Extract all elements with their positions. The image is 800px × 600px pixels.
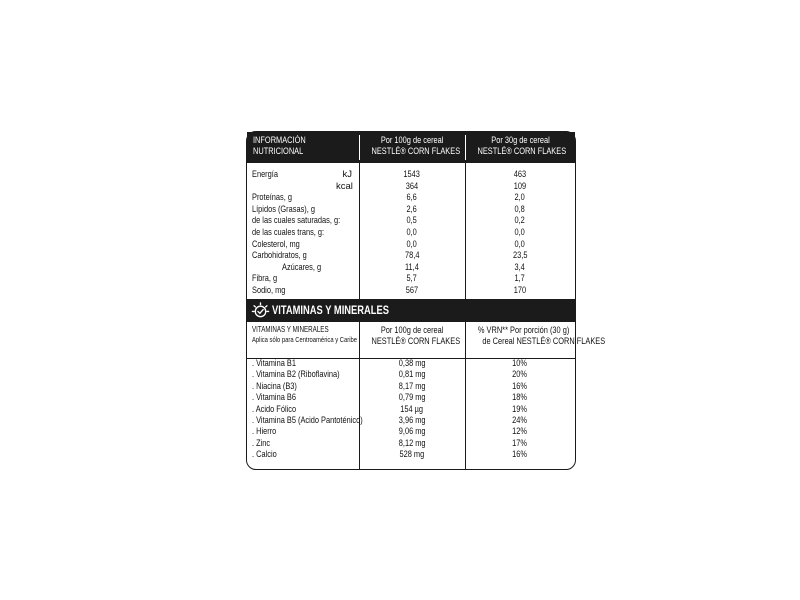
value-per-30g [465, 285, 575, 297]
value-per-100g [359, 239, 465, 251]
value-per-100g [359, 285, 465, 297]
table-row [247, 273, 575, 285]
table-row [247, 169, 575, 181]
vitamin-value-text: 154 µg [400, 403, 424, 415]
nutrient-label [252, 192, 303, 204]
nutrient-label-text: Azúcares, g [282, 261, 322, 273]
vitamin-value-text: 8,12 mg [398, 437, 426, 449]
vitamin-label [252, 449, 284, 461]
table-row [247, 250, 575, 262]
vitamin-label-text: . Vitamina B5 (Acido Pantoténico) [252, 415, 363, 426]
table-row [247, 369, 575, 381]
vitamin-label-text: . Vitamina B1 [252, 358, 296, 369]
table-row [247, 392, 575, 404]
value-per-100g-text: 364 [405, 180, 419, 192]
nutrient-label [282, 262, 332, 274]
value-per-30g-text: 23,5 [512, 250, 528, 262]
check-badge-icon [251, 301, 270, 320]
value-per-100g [359, 273, 465, 285]
value-per-30g [465, 192, 575, 204]
value-per-30g-text: 0,8 [514, 203, 526, 215]
vitamin-label [252, 381, 310, 393]
value-per-100g-text: 0,0 [406, 238, 418, 250]
value-per-30g-text: 1,7 [514, 273, 526, 285]
table-row [247, 438, 575, 450]
nutrient-label-text: Fibra, g [252, 273, 278, 285]
table-row [247, 358, 575, 370]
nutrient-label [252, 204, 333, 216]
vitamin-label [252, 404, 309, 416]
nutrient-label-text: de las cuales trans, g: [252, 227, 325, 238]
vitamin-label [252, 358, 308, 370]
vitamin-vrn-percent [465, 358, 575, 370]
vitamin-vrn-text: 18% [512, 392, 528, 404]
vitamin-label [252, 438, 275, 450]
nutrient-label [252, 239, 313, 251]
vitamins-subheader-col2: Por 100g de cereal NESTLÉ® CORN FLAKES [371, 325, 461, 347]
nutrition-facts-panel [246, 131, 606, 470]
value-per-100g [359, 227, 465, 239]
vitamin-vrn-text: 17% [512, 437, 528, 449]
header-col2-line1: Por 100g de cereal [380, 135, 444, 146]
vitamin-value-per-100g [359, 449, 465, 461]
vitamin-label-text: . Vitamina B2 (Riboflavina) [252, 369, 340, 381]
value-per-30g-text: 2,0 [514, 192, 526, 204]
vitamins-subheader-col1-line2: Aplica sólo para Centroamérica y Caribe [252, 335, 358, 344]
vitamin-vrn-percent [465, 426, 575, 438]
header-col1-line2: NUTRICIONAL [253, 146, 304, 157]
table-row [247, 227, 575, 239]
vitamin-label [252, 426, 283, 438]
vitamin-vrn-text: 16% [512, 449, 528, 461]
vitamin-value-per-100g [359, 392, 465, 404]
vitamins-section-header [247, 299, 575, 322]
vitamins-subheader [247, 322, 606, 358]
nutrient-label-text: Proteínas, g [252, 192, 292, 204]
vitamin-vrn-text: 12% [512, 426, 528, 438]
table-row [247, 415, 575, 427]
vitamin-value-text: 528 mg [399, 449, 425, 461]
vitamins-subheader-col1-line1: VITAMINAS Y MINERALES [252, 325, 329, 334]
vitamin-vrn-text: 20% [512, 369, 528, 381]
vitamin-value-per-100g [359, 415, 465, 427]
header-col-per-30g [465, 135, 575, 157]
value-per-100g [359, 250, 465, 262]
vitamin-vrn-percent [465, 381, 575, 393]
value-per-30g [465, 169, 575, 181]
value-per-100g [359, 181, 465, 193]
vitamin-vrn-percent [465, 369, 575, 381]
nutrient-label [252, 250, 322, 262]
table-row [247, 426, 575, 438]
vitamin-label-text: . Zinc [252, 437, 271, 449]
value-per-30g [465, 250, 575, 262]
value-per-30g-text: 0,0 [514, 227, 526, 238]
nutrient-label [252, 273, 284, 285]
header-col-per-100g [359, 135, 465, 157]
vitamin-value-text: 8,17 mg [398, 380, 426, 392]
value-per-30g-text: 0,2 [514, 215, 526, 227]
nutrient-label-text: Lípidos (Grasas), g [252, 203, 316, 215]
value-per-30g-text: 3,4 [514, 261, 526, 273]
vitamin-vrn-percent [465, 392, 575, 404]
vitamin-value-per-100g [359, 381, 465, 393]
nutrient-label [252, 215, 365, 227]
value-per-100g-text: 1543 [403, 169, 421, 180]
value-per-30g-text: 109 [513, 180, 527, 192]
nutrient-label-text: Colesterol, mg [252, 238, 300, 250]
nutrient-label [252, 285, 295, 297]
header-col3-line2: NESTLÉ® CORN FLAKES [477, 146, 567, 157]
value-per-100g-text: 6,6 [406, 192, 418, 204]
value-per-100g-text: 0,0 [406, 227, 418, 238]
vitamin-label [252, 369, 364, 381]
vitamin-value-per-100g [359, 404, 465, 416]
nutrient-unit: kJ [342, 169, 352, 180]
value-per-30g [465, 273, 575, 285]
value-per-100g [359, 204, 465, 216]
value-per-100g [359, 262, 465, 274]
vitamin-value-per-100g [359, 438, 465, 450]
vitamin-value-per-100g [359, 369, 465, 381]
vitamin-vrn-percent [465, 415, 575, 427]
nutrient-label [252, 169, 285, 181]
value-per-30g-text: 463 [513, 169, 527, 180]
nutrient-unit: kcal [336, 180, 353, 192]
vitamin-label-text: . Vitamina B6 [252, 392, 296, 404]
vitamin-vrn-percent [465, 404, 575, 416]
table-row [247, 239, 575, 251]
vitamin-label [252, 392, 308, 404]
table-row [247, 404, 575, 416]
nutrient-label-text: Energía [252, 169, 278, 180]
vitamin-label-text: . Niacina (B3) [252, 380, 297, 392]
vitamins-subheader-col3: % VRN** Por porción (30 g) de Cereal NESTLÉ® CORN FLAKES [477, 325, 606, 347]
vitamin-vrn-text: 19% [512, 403, 528, 415]
vitamin-value-text: 0,79 mg [398, 392, 426, 404]
value-per-30g [465, 227, 575, 239]
vitamin-value-per-100g [359, 426, 465, 438]
value-per-100g [359, 169, 465, 181]
value-per-100g-text: 2,6 [406, 203, 418, 215]
header-col-nutrient [253, 135, 363, 157]
header-col1-line1: INFORMACIÓN [253, 135, 306, 146]
table-row [247, 215, 575, 227]
nutrient-label [252, 227, 344, 239]
value-per-30g-text: 0,0 [514, 238, 526, 250]
value-per-100g-text: 567 [405, 285, 419, 296]
value-per-30g [465, 181, 575, 193]
vitamin-value-text: 0,81 mg [398, 369, 426, 381]
value-per-30g [465, 204, 575, 216]
table-row [247, 192, 575, 204]
vitamin-vrn-text: 10% [512, 358, 528, 369]
value-per-100g [359, 215, 465, 227]
vitamin-value-text: 9,06 mg [398, 426, 426, 438]
table-row [247, 285, 575, 297]
value-per-30g-text: 170 [513, 285, 527, 296]
nutrient-label-text: Sodio, mg [252, 285, 286, 296]
vitamin-label-text: . Hierro [252, 426, 277, 438]
value-per-100g-text: 0,5 [406, 215, 418, 227]
value-per-100g-text: 78,4 [404, 250, 420, 262]
vitamin-label-text: . Calcio [252, 449, 277, 461]
value-per-30g [465, 239, 575, 251]
vitamin-vrn-percent [465, 449, 575, 461]
vitamin-vrn-text: 24% [512, 415, 528, 426]
vitamin-vrn-text: 16% [512, 380, 528, 392]
table-row [247, 381, 575, 393]
table-row [247, 449, 575, 461]
table-row [247, 204, 575, 216]
vitamin-vrn-percent [465, 438, 575, 450]
value-per-100g-text: 11,4 [405, 261, 419, 273]
vitamins-section-title: VITAMINAS Y MINERALES [272, 303, 390, 317]
nutrient-label-text: de las cuales saturadas, g: [252, 215, 341, 227]
table-row [247, 181, 575, 193]
header-col3-line1: Por 30g de cereal [490, 135, 550, 146]
value-per-100g-text: 5,7 [406, 273, 418, 285]
vitamin-label-text: . Acido Fólico [252, 403, 297, 415]
nutrition-table-header [247, 132, 575, 163]
vitamin-value-text: 0,38 mg [398, 358, 426, 369]
header-col2-line2: NESTLÉ® CORN FLAKES [371, 146, 461, 157]
vitamin-value-text: 3,96 mg [398, 415, 426, 426]
value-per-100g [359, 192, 465, 204]
table-row [247, 262, 575, 274]
value-per-30g [465, 215, 575, 227]
vitamin-value-per-100g [359, 358, 465, 370]
nutrient-label-text: Carbohidratos, g [252, 250, 307, 262]
value-per-30g [465, 262, 575, 274]
